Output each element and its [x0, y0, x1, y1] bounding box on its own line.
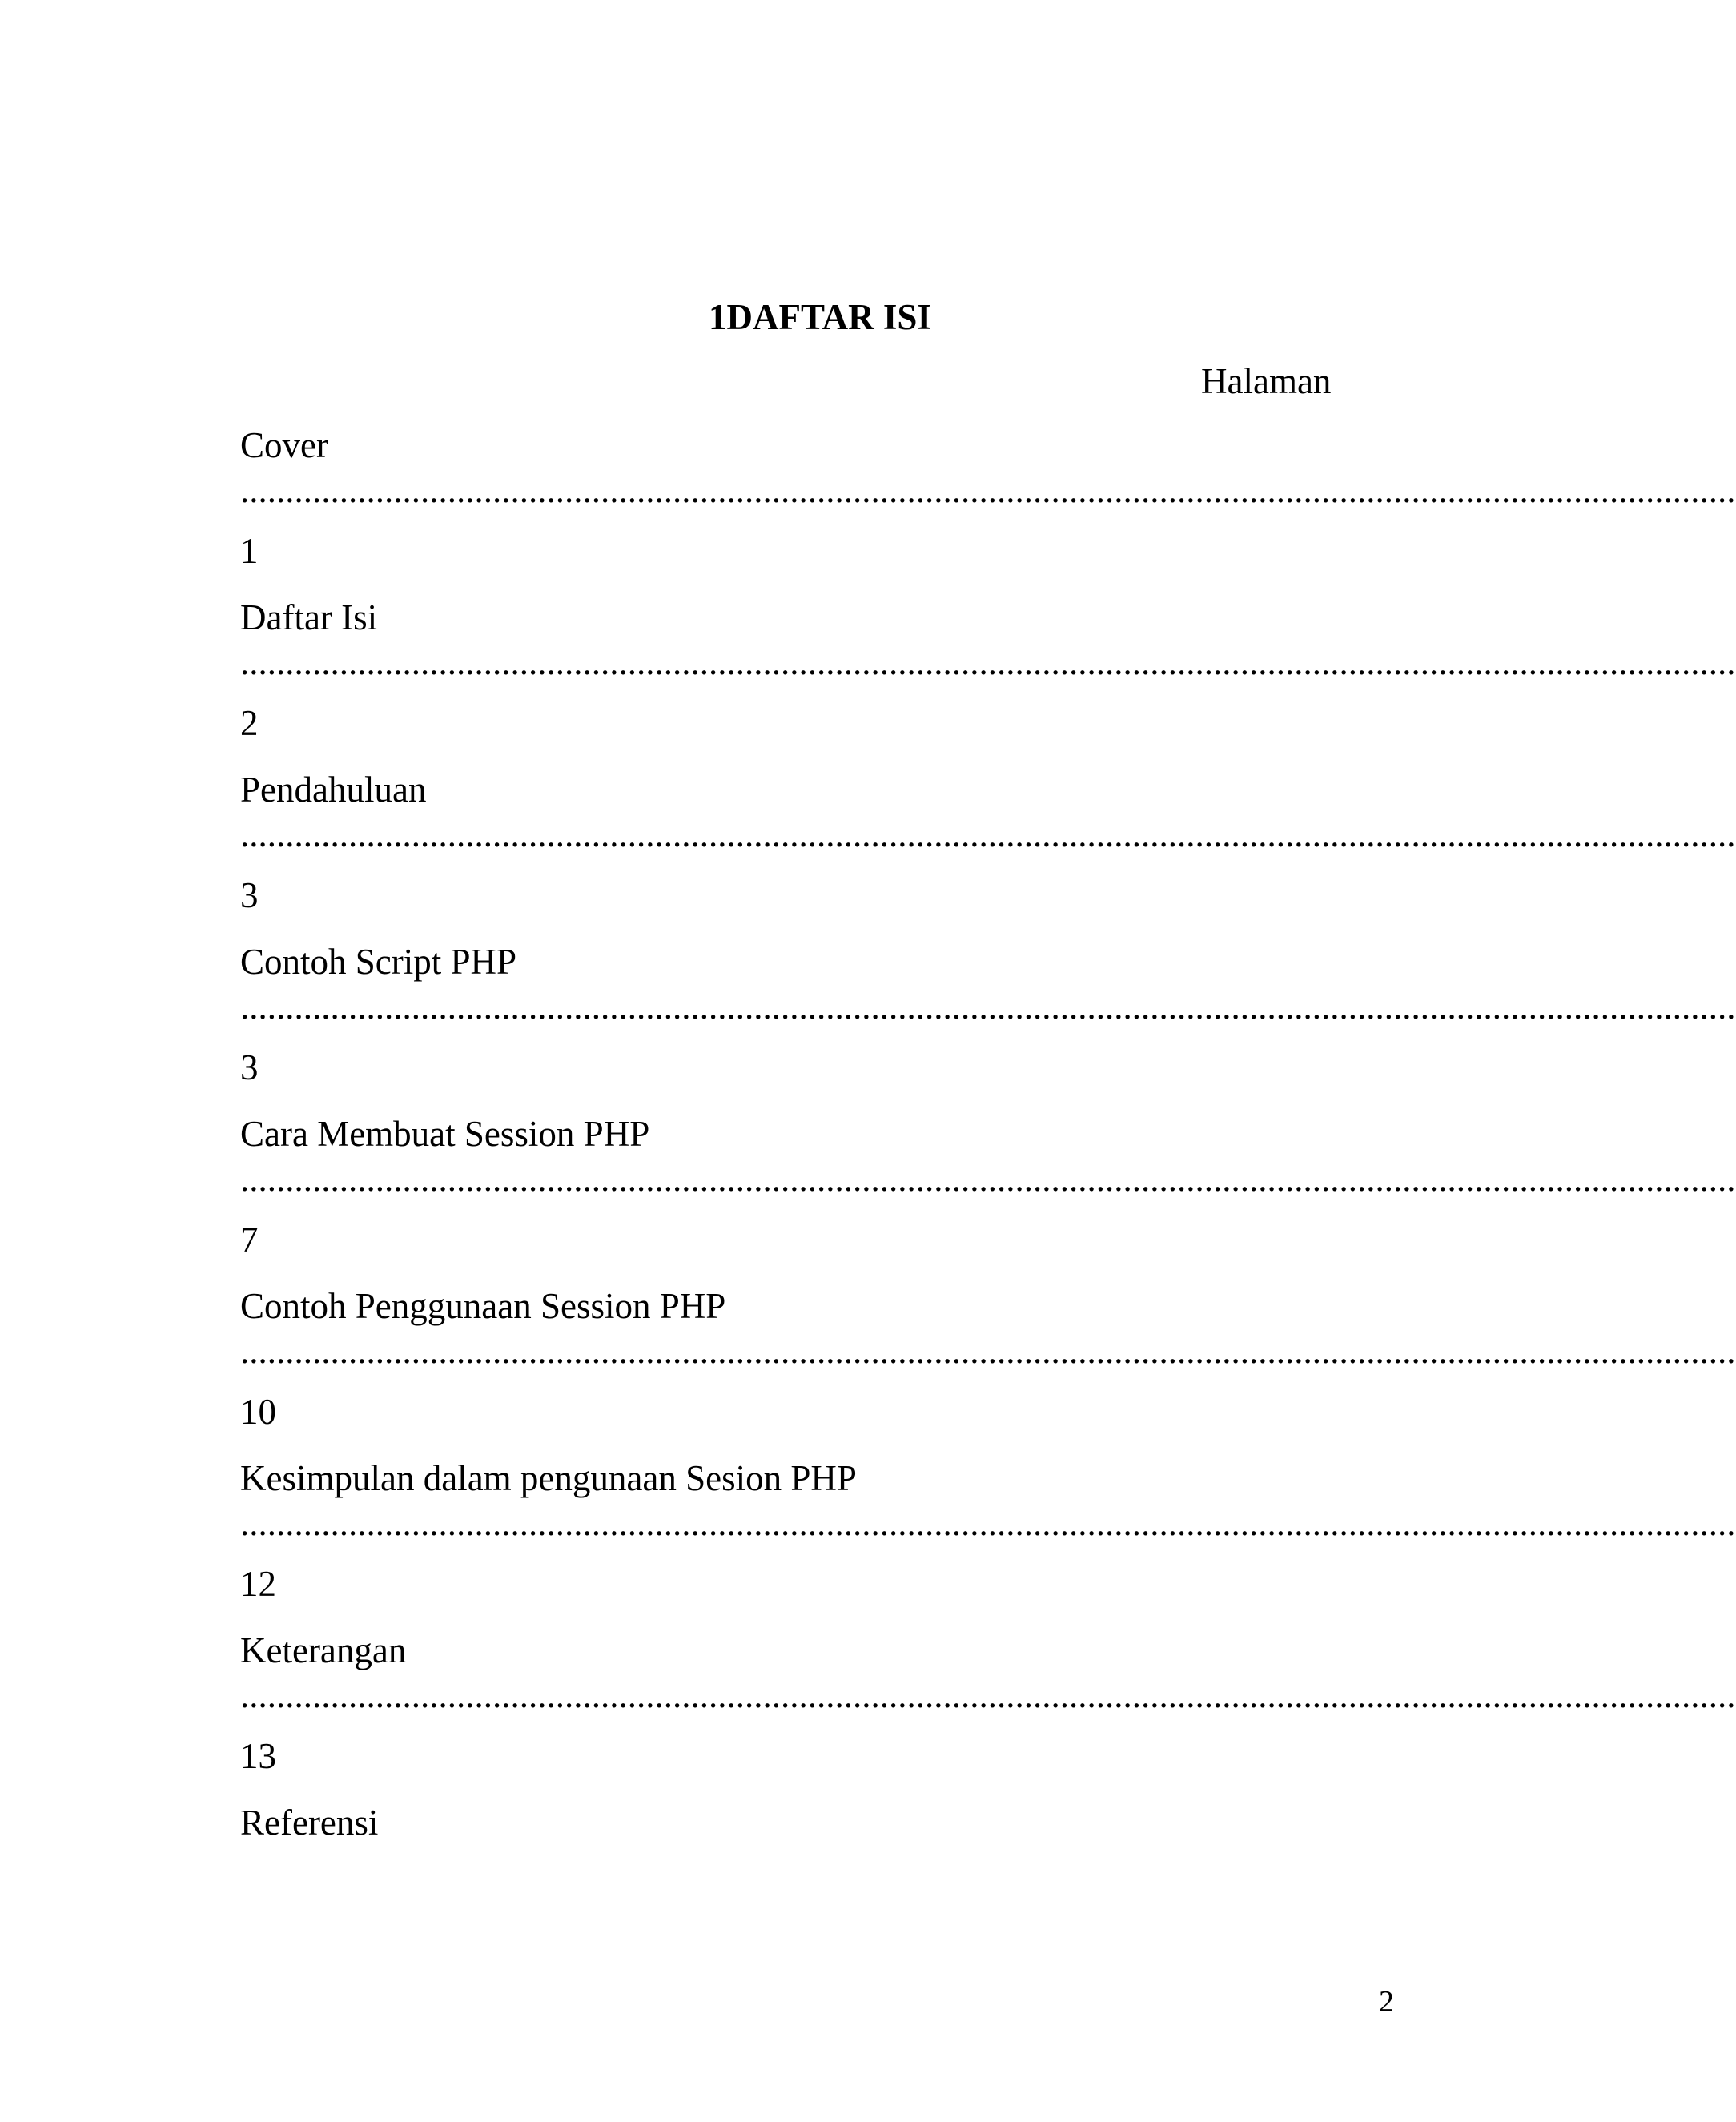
dot-leader: ......................................................................................................................................................................: [240, 470, 1736, 510]
toc-entry-cover: [240, 423, 1736, 595]
dot-leader: ......................................................................................................................................................................: [240, 814, 1736, 854]
toc-entry-label: Kesimpulan dalam pengunaan Sesion PHP: [240, 1458, 857, 1498]
toc-entry-referensi: [240, 1800, 1393, 1864]
toc-entry-page: 12: [240, 1564, 276, 1604]
page-number: 2: [1379, 1985, 1394, 2019]
toc-entry-page: 13: [240, 1736, 276, 1776]
toc-entry-kesimpulan: [240, 1456, 1736, 1628]
toc-entry-page: 10: [240, 1392, 276, 1432]
dot-leader: ......................................................................................................................................................................: [240, 642, 1736, 682]
dot-leader: ......................................................................................................................................................................: [240, 1503, 1736, 1543]
toc-entry-label: Cover: [240, 425, 328, 465]
dot-leader: ......................................................................................................................................................................: [240, 1159, 1736, 1199]
toc-entry-label: Daftar Isi: [240, 597, 378, 637]
toc-entry-keterangan: [240, 1628, 1736, 1800]
toc-entry-label: Referensi: [240, 1802, 379, 1843]
toc-entry-page: 3: [240, 875, 259, 915]
table-of-contents: [240, 423, 1736, 1864]
toc-entry-contoh-penggunaan: [240, 1284, 1736, 1456]
toc-entry-page: 1: [240, 531, 259, 571]
toc-entry-daftar-isi: [240, 595, 1736, 767]
toc-entry-pendahuluan: [240, 767, 1736, 939]
dot-leader: ......................................................................................................................................................................: [240, 1675, 1736, 1715]
toc-entry-label: Pendahuluan: [240, 770, 427, 810]
toc-entry-label: Contoh Penggunaan Session PHP: [240, 1286, 726, 1326]
toc-entry-label: Keterangan: [240, 1630, 407, 1670]
toc-entry-page: 7: [240, 1220, 259, 1260]
page-title: 1DAFTAR ISI: [709, 297, 931, 337]
toc-entry-page: 2: [240, 703, 259, 743]
dot-leader: ......................................................................................................................................................................: [240, 1331, 1736, 1371]
toc-entry-cara-membuat: [240, 1111, 1736, 1284]
toc-entry-label: Contoh Script PHP: [240, 942, 517, 982]
toc-entry-label: Cara Membuat Session PHP: [240, 1114, 650, 1154]
toc-entry-page: 3: [240, 1047, 259, 1087]
toc-entry-contoh-script: [240, 939, 1736, 1111]
page-column-header: Halaman: [1201, 361, 1332, 401]
dot-leader: ......................................................................................................................................................................: [240, 987, 1736, 1027]
